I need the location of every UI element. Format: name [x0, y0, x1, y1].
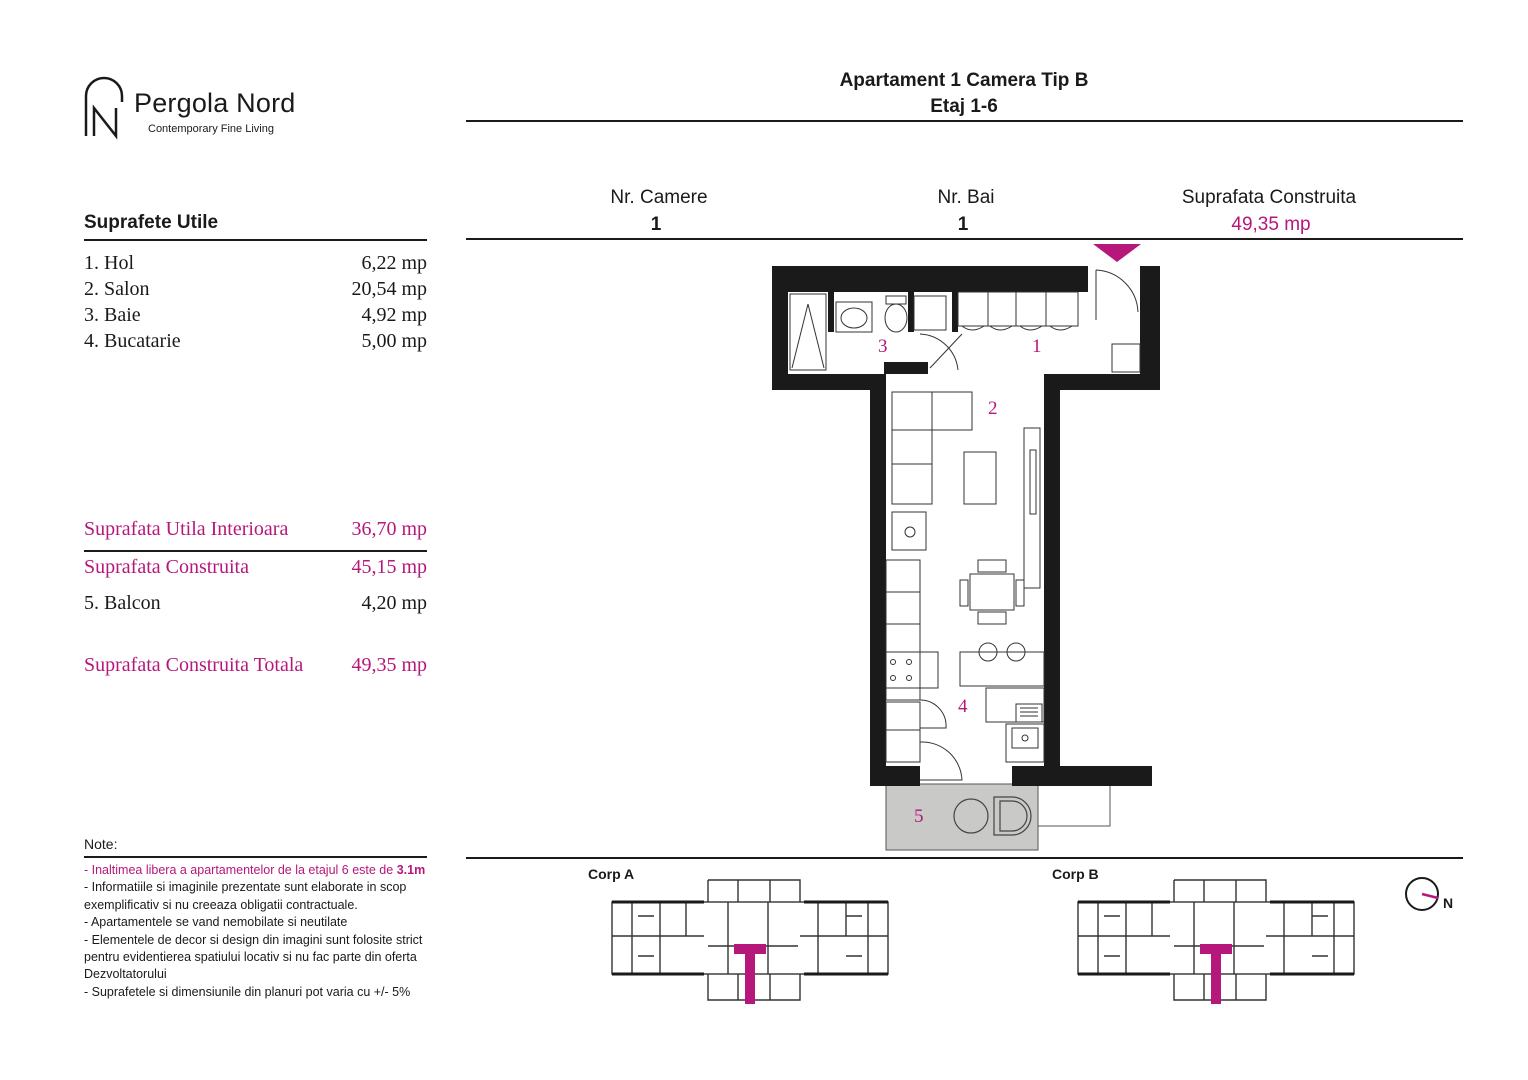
interior-rule [84, 550, 427, 552]
plan-bottom-rule [466, 857, 1463, 859]
brand-name: Pergola Nord [134, 88, 296, 118]
total-area-label: Suprafata Construita Totala [84, 654, 304, 676]
room-number-4: 4 [958, 696, 968, 717]
notes-list [84, 862, 436, 1001]
room-area: 4,92 mp [361, 304, 427, 326]
room-name: 1. Hol [84, 252, 134, 274]
surfaces-title: Suprafete Utile [84, 212, 219, 233]
room-row-bucatarie [84, 330, 427, 353]
room-number-3: 3 [878, 336, 888, 357]
stat-built-label: Suprafata Construita [1181, 187, 1357, 208]
note-item: - Informatiile si imaginile prezentate sunt elaborate in scop exemplificativ si nu creeaza obligatii contractuale. [84, 880, 407, 912]
balcony-label: 5. Balcon [84, 592, 161, 614]
balcony-row [84, 592, 427, 615]
floor-plan [760, 240, 1170, 860]
interior-area-value: 36,70 mp [351, 518, 427, 540]
entrance-marker-icon [1093, 244, 1141, 262]
total-area-row [84, 654, 427, 677]
room-name: 3. Baie [84, 304, 141, 326]
room-area: 6,22 mp [361, 252, 427, 274]
brand-tagline: Contemporary Fine Living [148, 123, 274, 135]
compass-icon [1404, 876, 1440, 912]
keyplan-a [608, 876, 898, 1006]
balcony-side [1038, 784, 1110, 826]
built-area-value: 45,15 mp [351, 556, 427, 578]
page-title: Apartament 1 Camera Tip B [839, 70, 1089, 91]
note-item: - Suprafetele si dimensiunile din planuri pot varia cu +/- 5% [84, 984, 411, 999]
stat-rooms-value: 1 [650, 214, 662, 235]
built-area-row [84, 556, 427, 579]
room-name: 4. Bucatarie [84, 330, 181, 352]
note-height-text: - Inaltimea libera a apartamentelor de la etajul 6 este de [84, 863, 397, 877]
room-row-hol [84, 252, 427, 275]
logo-mark-icon [82, 72, 126, 140]
total-area-value: 49,35 mp [351, 654, 427, 676]
balcony-area [886, 784, 1038, 850]
stat-rooms-label: Nr. Camere [610, 187, 708, 208]
built-area-label: Suprafata Construita [84, 556, 249, 578]
surfaces-rule [84, 239, 427, 241]
keyplan-b [1074, 876, 1364, 1006]
room-row-salon [84, 278, 427, 301]
room-number-5: 5 [914, 806, 924, 827]
note-height-value: 3.1m [396, 863, 426, 877]
stat-baths-label: Nr. Bai [937, 187, 995, 208]
compass-north-label: N [1443, 895, 1454, 911]
room-area: 5,00 mp [361, 330, 427, 352]
balcony-value: 4,20 mp [361, 592, 427, 614]
stat-built-value: 49,35 mp [1231, 214, 1311, 235]
note-item: - Apartamentele se vand nemobilate si neutilate [84, 915, 348, 930]
stat-baths-value: 1 [957, 214, 969, 235]
page-subtitle: Etaj 1-6 [930, 96, 998, 117]
interior-area-label: Suprafata Utila Interioara [84, 518, 289, 540]
keyplan-a-label: Corp A [588, 866, 635, 882]
notes-rule [84, 856, 427, 858]
room-number-2: 2 [988, 398, 998, 419]
room-name: 2. Salon [84, 278, 150, 300]
keyplan-b-label: Corp B [1052, 866, 1099, 882]
notes-title: Note: [84, 836, 118, 852]
header-rule [466, 120, 1463, 122]
note-item: - Elementele de decor si design din imagini sunt folosite strict pentru evidentierea spatiului locativ si nu fac parte din oferta Dezvoltatorului [84, 932, 423, 982]
room-number-1: 1 [1032, 336, 1042, 357]
note-height [84, 862, 436, 879]
interior-area-row [84, 518, 427, 541]
room-row-baie [84, 304, 427, 327]
room-area: 20,54 mp [351, 278, 427, 300]
